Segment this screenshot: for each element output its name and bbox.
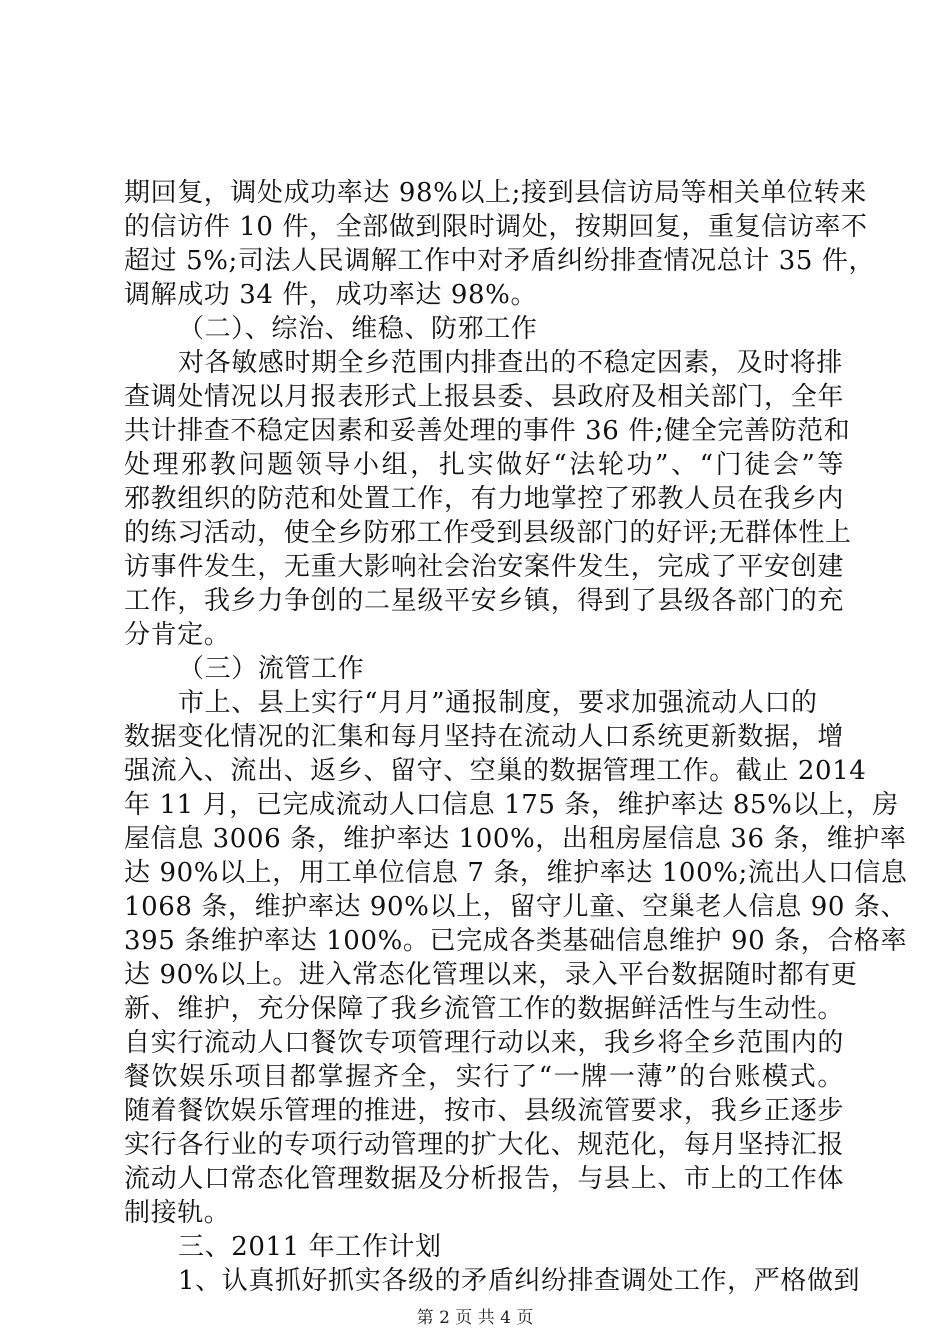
section-heading: （二）、综治、维稳、防邪工作 <box>178 314 538 344</box>
body-text-line: 的练习活动，使全乡防邪工作受到县级部门的好评;无群体性上 <box>124 518 852 548</box>
paragraph-first-line: 市上、县上实行“月月”通报制度，要求加强流动人口的 <box>178 688 818 718</box>
body-text-line: 期回复，调处成功率达 98%以上;接到县信访局等相关单位转来 <box>124 178 867 208</box>
body-text-line: 共计排查不稳定因素和妥善处理的事件 36 件;健全完善防范和 <box>124 416 851 446</box>
body-text-line: 访事件发生，无重大影响社会治安案件发生，完成了平安创建 <box>124 552 844 582</box>
page-footer: 第 2 页 共 4 页 <box>416 1308 534 1328</box>
section-heading: 三、2011 年工作计划 <box>178 1232 442 1262</box>
body-text-line: 强流入、流出、返乡、留守、空巢的数据管理工作。截止 2014 <box>124 756 867 786</box>
body-text-line: 数据变化情况的汇集和每月坚持在流动人口系统更新数据，增 <box>124 722 844 752</box>
body-text-line: 超过 5%;司法人民调解工作中对矛盾纠纷排查情况总计 35 件， <box>124 246 876 276</box>
body-text-line: 制接轨。 <box>124 1198 231 1228</box>
body-text-line: 流动人口常态化管理数据及分析报告，与县上、市上的工作体 <box>124 1164 844 1194</box>
body-text-line: 工作，我乡力争创的二星级平安乡镇，得到了县级各部门的充 <box>124 586 844 616</box>
body-text-line: 实行各行业的专项行动管理的扩大化、规范化，每月坚持汇报 <box>124 1130 844 1160</box>
body-text-line: 年 11 月，已完成流动人口信息 175 条，维护率达 85%以上，房 <box>124 790 899 820</box>
body-text-line: 随着餐饮娱乐管理的推进，按市、县级流管要求，我乡正逐步 <box>124 1096 844 1126</box>
body-text-line: 新、维护，充分保障了我乡流管工作的数据鲜活性与生动性。 <box>124 994 844 1024</box>
body-text-line: 395 条维护率达 100%。已完成各类基础信息维护 90 条，合格率 <box>124 926 908 956</box>
body-text-line: 1068 条，维护率达 90%以上，留守儿童、空巢老人信息 90 条、 <box>124 892 908 922</box>
paragraph-first-line: 1、认真抓好抓实各级的矛盾纠纷排查调处工作，严格做到 <box>178 1266 861 1296</box>
body-text-line: 邪教组织的防范和处置工作，有力地掌控了邪教人员在我乡内 <box>124 484 844 514</box>
section-heading: （三）流管工作 <box>178 654 365 684</box>
body-text-line: 分肯定。 <box>124 620 231 650</box>
body-text-line: 处理邪教问题领导小组，扎实做好“法轮功”、“门徒会”等 <box>124 450 844 480</box>
body-text-line: 屋信息 3006 条，维护率达 100%，出租房屋信息 36 条，维护率 <box>124 824 907 854</box>
body-text-line: 餐饮娱乐项目都掌握齐全，实行了“一牌一薄”的台账模式。 <box>124 1062 844 1092</box>
body-text-line: 达 90%以上。进入常态化管理以来，录入平台数据随时都有更 <box>124 960 858 990</box>
body-text-line: 的信访件 10 件，全部做到限时调处，按期回复，重复信访率不 <box>124 212 868 242</box>
body-text-line: 自实行流动人口餐饮专项管理行动以来，我乡将全乡范围内的 <box>124 1028 844 1058</box>
body-text-line: 调解成功 34 件，成功率达 98%。 <box>124 280 538 310</box>
paragraph-first-line: 对各敏感时期全乡范围内排查出的不稳定因素，及时将排 <box>178 348 844 378</box>
body-text-line: 达 90%以上，用工单位信息 7 条，维护率达 100%;流出人口信息 <box>124 858 908 888</box>
body-text-line: 查调处情况以月报表形式上报县委、县政府及相关部门，全年 <box>124 382 844 412</box>
